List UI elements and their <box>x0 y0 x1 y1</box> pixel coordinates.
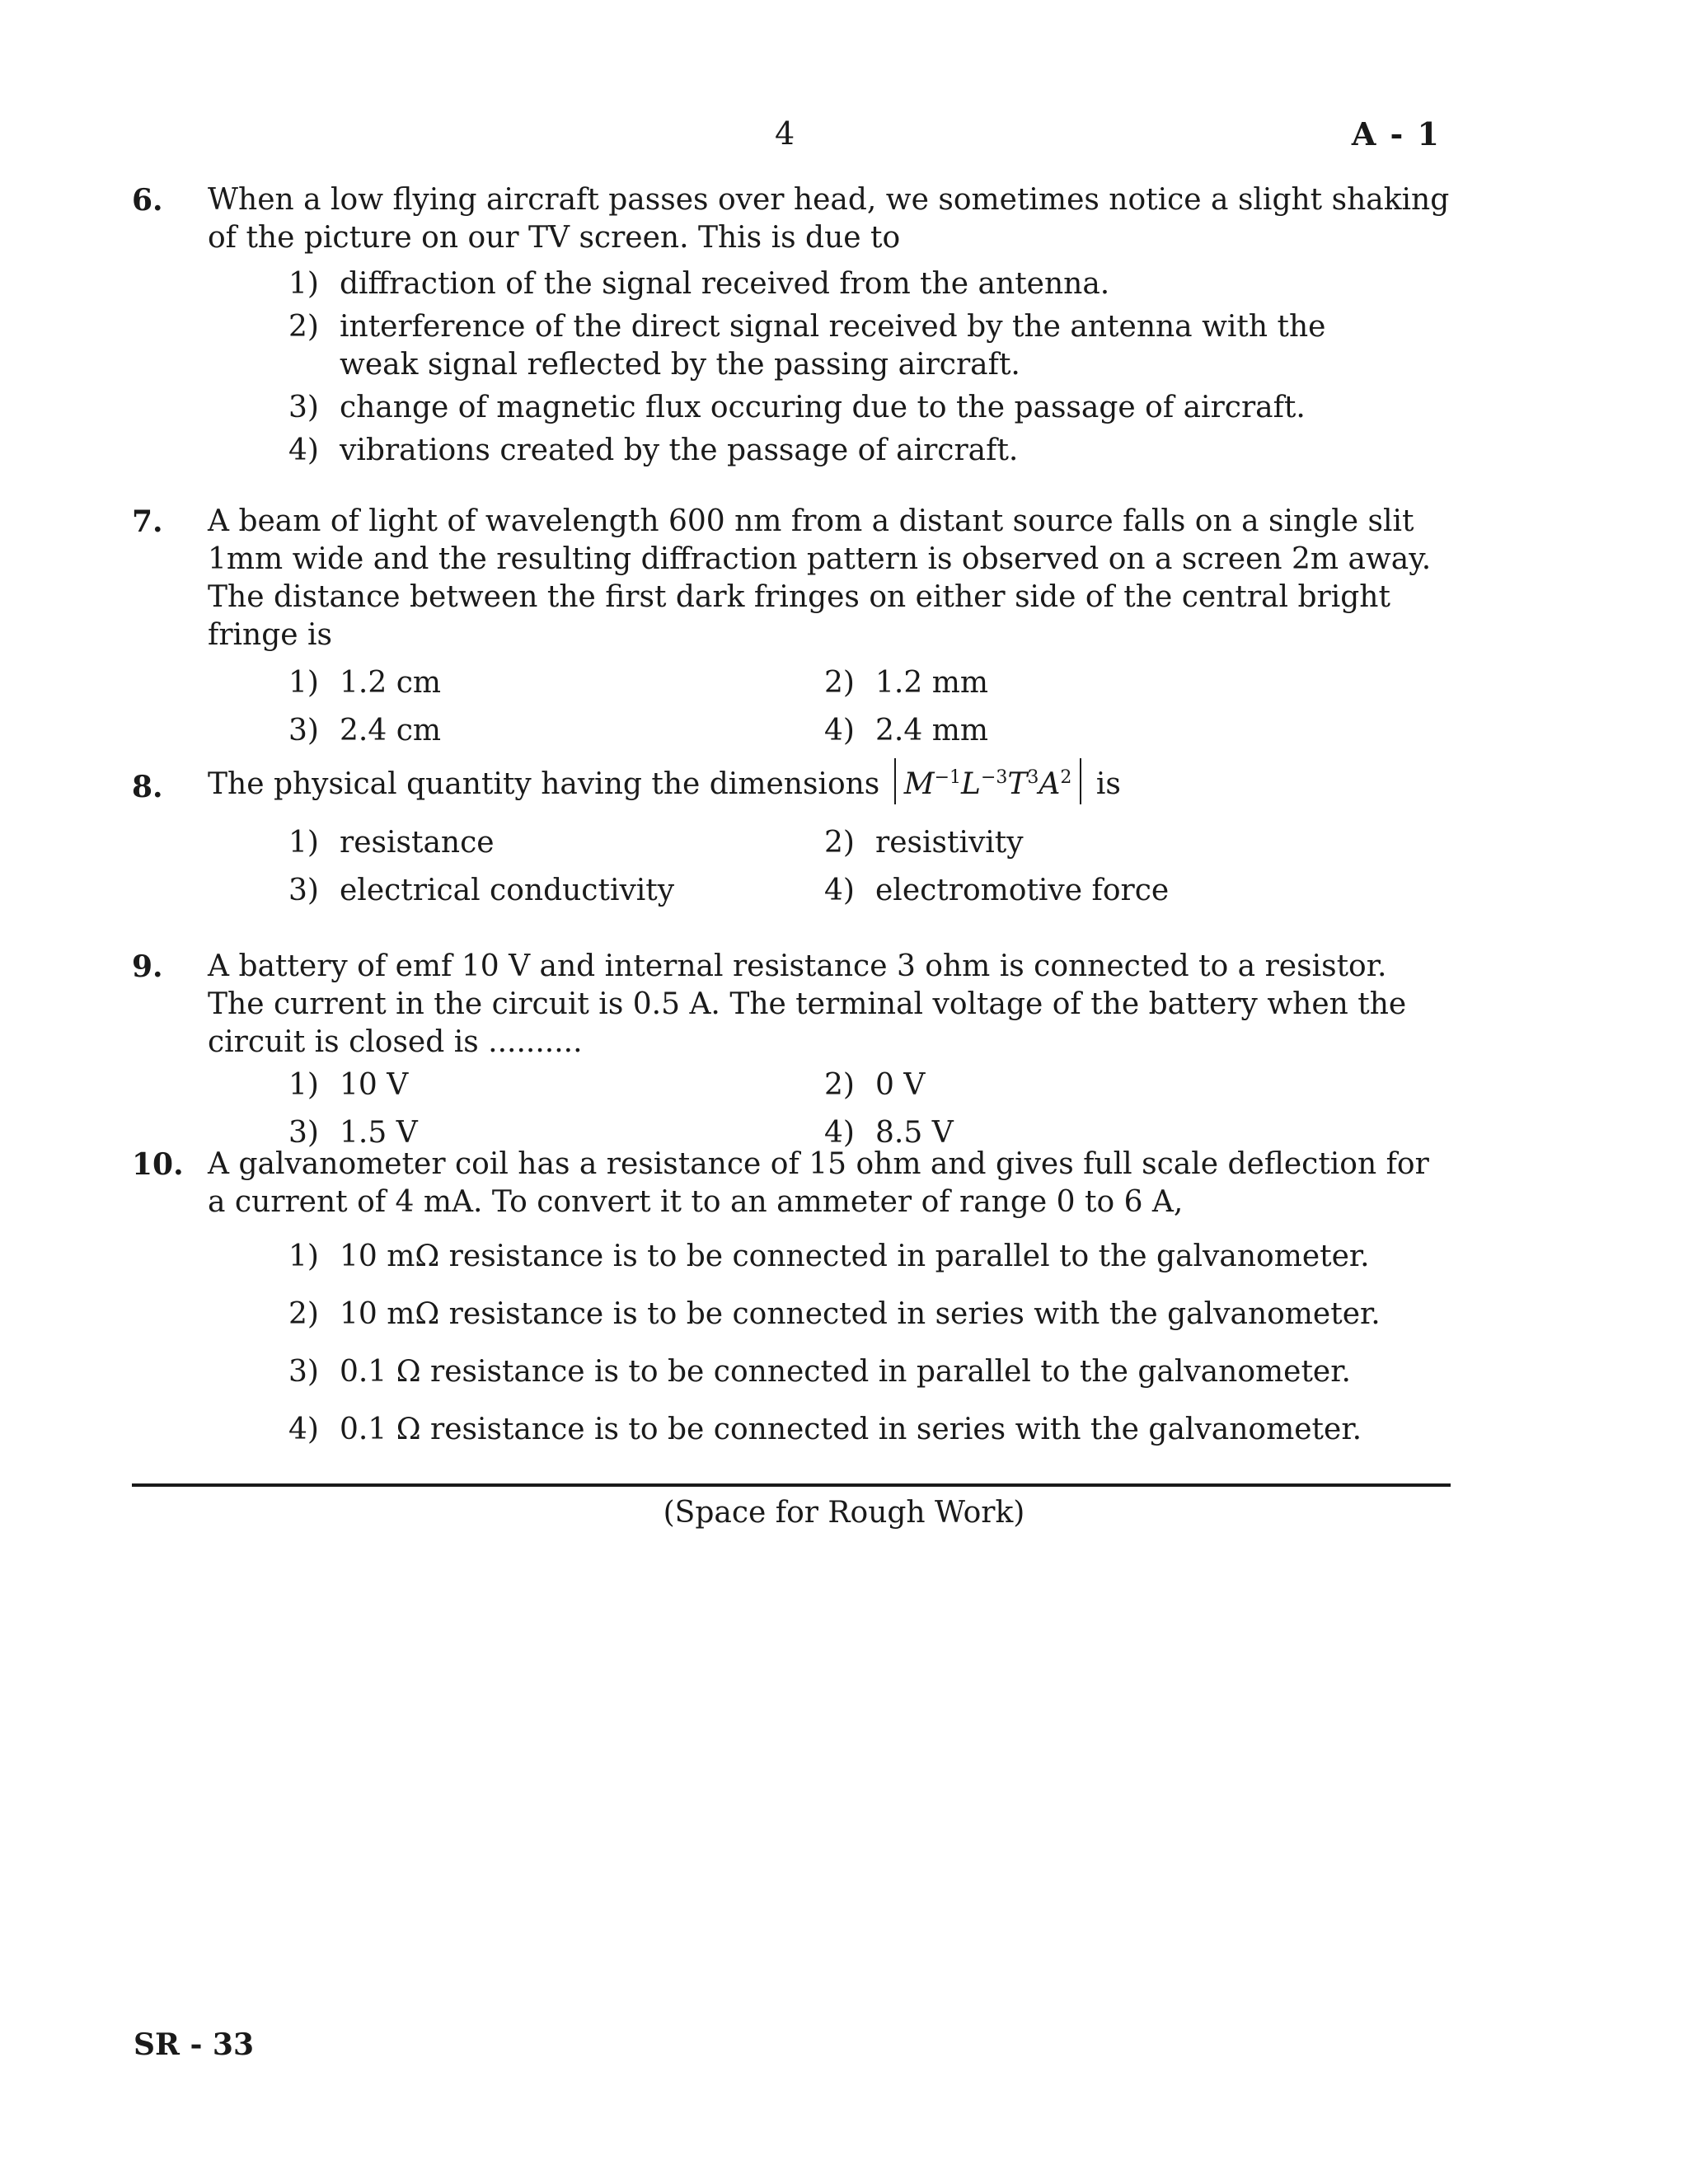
option-text: 1.2 mm <box>875 666 988 700</box>
option <box>824 867 1360 915</box>
option-number: 1) <box>288 1068 319 1102</box>
dimension-m-exp: −1 <box>934 767 962 788</box>
option-number: 4) <box>288 1413 319 1446</box>
option-text: 0.1 Ω resistance is to be connected in parallel to the galvanometer. <box>340 1355 1351 1389</box>
dimension-a-exp: 2 <box>1060 767 1072 788</box>
option <box>288 1353 1451 1411</box>
option-text: resistivity <box>875 826 1024 860</box>
option <box>288 389 1451 427</box>
option-text: 0.1 Ω resistance is to be connected in series with the galvanometer. <box>340 1413 1362 1446</box>
options-list <box>288 1238 1451 1469</box>
option-number: 2) <box>824 666 855 700</box>
option-number: 3) <box>288 391 319 424</box>
option-text: 1.2 cm <box>340 666 441 700</box>
options-grid <box>288 659 1451 755</box>
question-7 <box>132 503 1451 755</box>
option <box>288 432 1451 470</box>
option-number: 3) <box>288 874 319 907</box>
question-text: A beam of light of wavelength 600 nm from a distant source falls on a single slit 1mm wide and the resulting diffraction pattern is observed on a screen 2m away. The distance between the first dark fringes on either side of the central bright fringe is <box>208 504 1432 652</box>
options-grid <box>288 819 1451 915</box>
question-text-after: is <box>1095 767 1121 801</box>
question-10 <box>132 1146 1451 1469</box>
question-number: 10. <box>132 1147 184 1182</box>
option-text: 10 mΩ resistance is to be connected in parallel to the galvanometer. <box>340 1240 1370 1273</box>
option <box>288 707 824 755</box>
question-number: 6. <box>132 183 163 218</box>
question-text <box>208 758 1451 809</box>
option <box>288 1296 1451 1353</box>
question-text: A battery of emf 10 V and internal resistance 3 ohm is connected to a resistor. The current in the circuit is 0.5 A. The terminal voltage of the battery when the circuit is closed is .......... <box>208 949 1407 1059</box>
option-text: change of magnetic flux occuring due to the passage of aircraft. <box>340 391 1306 424</box>
options-list <box>288 265 1451 470</box>
option <box>824 659 1360 707</box>
option-number: 4) <box>824 874 855 907</box>
option-text: diffraction of the signal received from the antenna. <box>340 267 1110 301</box>
option-text: interference of the direct signal received by the antenna with the weak signal reflected by the passing aircraft. <box>340 310 1326 382</box>
option <box>288 867 824 915</box>
option <box>288 1062 824 1109</box>
question-6 <box>132 181 1451 470</box>
option-number: 2) <box>288 1297 319 1331</box>
question-8 <box>132 758 1451 915</box>
option-number: 3) <box>288 1355 319 1389</box>
question-number: 9. <box>132 949 163 984</box>
option <box>288 819 824 867</box>
dimension-a: A <box>1039 767 1061 801</box>
option <box>824 707 1360 755</box>
option-text: 1.5 V <box>340 1116 418 1150</box>
rough-work-label: (Space for Rough Work) <box>663 1496 1025 1530</box>
option-number: 4) <box>824 1116 855 1150</box>
option-text: electromotive force <box>875 874 1170 907</box>
option-number: 2) <box>288 310 319 344</box>
option <box>288 265 1451 303</box>
option-number: 3) <box>288 714 319 748</box>
option <box>288 659 824 707</box>
option-text: 10 mΩ resistance is to be connected in series with the galvanometer. <box>340 1297 1381 1331</box>
divider-rule <box>132 1483 1451 1487</box>
option-text: vibrations created by the passage of aircraft. <box>340 434 1019 467</box>
footer-code: SR - 33 <box>134 2027 255 2062</box>
question-9 <box>132 948 1451 1157</box>
option-text: 8.5 V <box>875 1116 954 1150</box>
dimension-l-exp: −3 <box>980 767 1008 788</box>
question-number: 8. <box>132 770 163 804</box>
option-number: 4) <box>824 714 855 748</box>
dimension-t-exp: 3 <box>1027 767 1039 788</box>
option <box>288 1238 1451 1296</box>
dimension-l: L <box>961 767 981 801</box>
question-text: When a low flying aircraft passes over head, we sometimes notice a slight shaking of the picture on our TV screen. This is due to <box>208 183 1450 255</box>
question-text-before: The physical quantity having the dimensions <box>208 767 880 801</box>
option-text: 2.4 cm <box>340 714 441 748</box>
option-number: 1) <box>288 826 319 860</box>
option-text: resistance <box>340 826 495 860</box>
option <box>288 308 1451 384</box>
option-number: 1) <box>288 666 319 700</box>
option-number: 1) <box>288 1240 319 1273</box>
option <box>824 819 1360 867</box>
option-text: 10 V <box>340 1068 409 1102</box>
page-number: 4 <box>775 115 795 152</box>
option-number: 2) <box>824 826 855 860</box>
option-number: 2) <box>824 1068 855 1102</box>
dimension-formula <box>894 758 1082 804</box>
dimension-m: M <box>903 767 935 801</box>
option-number: 4) <box>288 434 319 467</box>
option <box>288 1411 1451 1469</box>
question-number: 7. <box>132 504 163 539</box>
option-number: 1) <box>288 267 319 301</box>
option-text: 0 V <box>875 1068 926 1102</box>
paper-code: A - 1 <box>1351 115 1441 152</box>
option-number: 3) <box>288 1116 319 1150</box>
question-text: A galvanometer coil has a resistance of 15 ohm and gives full scale deflection for a current of 4 mA. To convert it to an ammeter of range 0 to 6 A, <box>208 1147 1429 1219</box>
dimension-t: T <box>1007 767 1028 801</box>
option <box>824 1062 1360 1109</box>
options-grid <box>288 1062 1451 1157</box>
option-text: electrical conductivity <box>340 874 675 907</box>
option-text: 2.4 mm <box>875 714 988 748</box>
